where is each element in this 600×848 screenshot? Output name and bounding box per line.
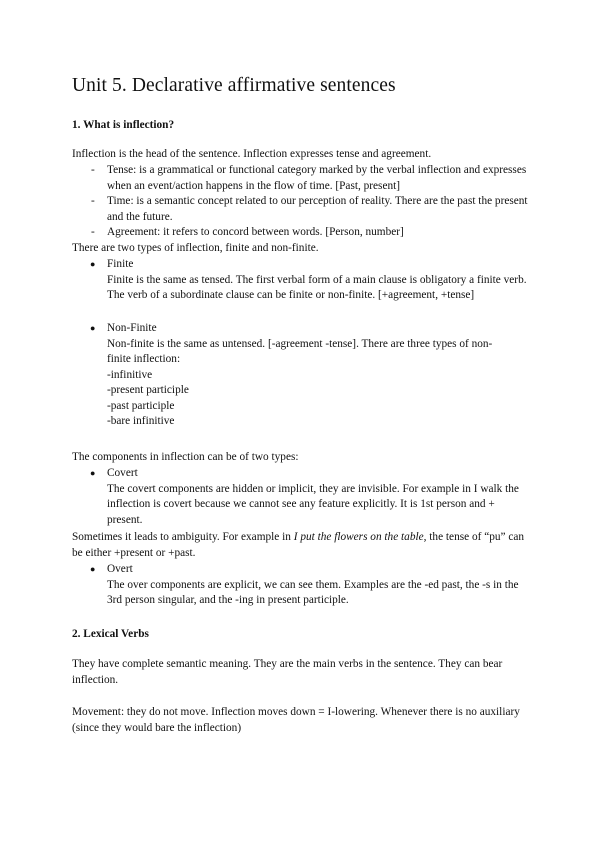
agreement-definition: Agreement: it refers to concord between words. [Person, number] [107, 226, 404, 238]
overt-item [72, 562, 528, 609]
bullet-icon: ● [90, 323, 96, 333]
section-heading-inflection: 1. What is inflection? [72, 119, 175, 131]
dash-marker: - [91, 226, 95, 238]
dash-marker: - [91, 195, 95, 207]
nonfinite-type-bare-infinitive: -bare infinitive [107, 415, 175, 427]
overt-description: The over components are explicit, we can see them. Examples are the -ed past, the -s in the 3rd person singular, and the -ing in present participle. [107, 578, 519, 606]
finite-description: Finite is the same as tensed. The first verbal form of a main clause is obligatory a finite verb. The verb of a subordinate clause can be finite or non-finite. [+agreement, +tense] [107, 273, 527, 301]
ambiguity-text-before: Sometimes it leads to ambiguity. For example in [72, 531, 294, 543]
list-item [72, 194, 529, 225]
nonfinite-type-infinitive: -infinitive [107, 368, 153, 381]
finite-item [72, 257, 528, 304]
bullet-icon: ● [90, 259, 96, 269]
inflection-features-list [72, 163, 528, 241]
list-item [72, 163, 529, 194]
nonfinite-description: Non-finite is the same as untensed. [-agreement -tense]. There are three types of non-finite inflection: [107, 337, 493, 365]
nonfinite-label: Non-Finite [107, 322, 157, 334]
nonfinite-type-present-participle: -present participle [107, 384, 189, 396]
bullet-icon: ● [90, 468, 96, 478]
section-heading-lexical-verbs: 2. Lexical Verbs [72, 628, 149, 640]
inflection-intro: Inflection is the head of the sentence. Inflection expresses tense and agreement. [72, 148, 432, 160]
overt-label: Overt [107, 563, 133, 575]
nonfinite-type-past-participle: -past participle [107, 399, 175, 412]
finite-label: Finite [107, 258, 134, 270]
ambiguity-example: I put the flowers on the table, [293, 531, 427, 543]
components-intro: The components in inflection can be of two types: [72, 451, 299, 463]
time-definition: Time: is a semantic concept related to our perception of reality. There are the past the present and the future. [107, 195, 528, 223]
dash-marker: - [91, 164, 95, 176]
lexical-verbs-paragraph: They have complete semantic meaning. They are the main verbs in the sentence. They can bear inflection. [72, 658, 503, 686]
inflection-types-intro: There are two types of inflection, finite and non-finite. [72, 242, 319, 254]
list-item [72, 225, 529, 241]
page-title: Unit 5. Declarative affirmative sentences [72, 75, 396, 96]
ambiguity-text-after: the tense of “pu” can be either +present or +past. [72, 531, 525, 559]
nonfinite-item [72, 321, 528, 430]
movement-paragraph: Movement: they do not move. Inflection moves down = I-lowering. Whenever there is no auxiliary (since they would bare the inflection) [72, 706, 520, 734]
tense-definition: Tense: is a grammatical or functional category marked by the verbal inflection and expresses when an event/action happens in the flow of time. [Past, present] [107, 164, 527, 192]
ambiguity-paragraph [72, 530, 528, 561]
bullet-icon: ● [90, 564, 96, 574]
covert-description: The covert components are hidden or implicit, they are invisible. For example in I walk the inflection is covert because we cannot see any feature explicitly. It is 1st person and + present. [107, 482, 519, 526]
covert-item [72, 466, 528, 528]
covert-label: Covert [107, 467, 138, 479]
